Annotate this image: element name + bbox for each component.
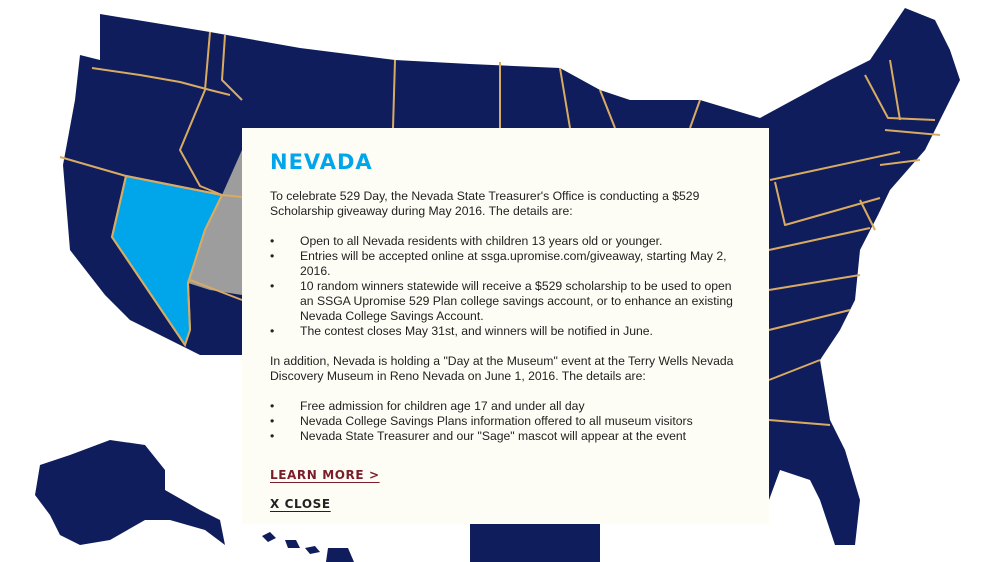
- list-item: [270, 429, 741, 444]
- bullet-icon: •: [270, 234, 275, 248]
- list-item-text: Entries will be accepted online at ssga.upromise.com/giveaway, starting May 2, 2016.: [300, 249, 727, 278]
- bullet-icon: •: [270, 324, 275, 338]
- bullet-icon: •: [270, 429, 275, 443]
- close-button[interactable]: X CLOSE: [270, 497, 331, 511]
- list-item-text: Nevada State Treasurer and our "Sage" mascot will appear at the event: [300, 429, 687, 443]
- list-item-text: Open to all Nevada residents with children 13 years old or younger.: [300, 234, 663, 248]
- list-item: [270, 249, 741, 279]
- museum-details-list: [270, 399, 741, 444]
- hawaii: [262, 532, 354, 562]
- learn-more-link[interactable]: LEARN MORE >: [270, 468, 380, 482]
- bullet-icon: •: [270, 399, 275, 413]
- bullet-icon: •: [270, 414, 275, 428]
- scholarship-details-list: [270, 234, 741, 339]
- list-item-text: Nevada College Savings Plans information offered to all museum visitors: [300, 414, 693, 428]
- list-item: [270, 234, 741, 249]
- list-item: [270, 279, 741, 324]
- state-info-panel: [242, 128, 769, 524]
- museum-paragraph: In addition, Nevada is holding a "Day at the Museum" event at the Terry Wells Nevada Discovery Museum in Reno Nevada on June 1, 2016. The details are:: [270, 354, 734, 383]
- list-item: [270, 414, 741, 429]
- bullet-icon: •: [270, 249, 275, 263]
- state-title: NEVADA: [270, 150, 373, 174]
- list-item: [270, 324, 741, 339]
- alaska: [35, 440, 225, 545]
- bullet-icon: •: [270, 279, 275, 293]
- list-item: [270, 399, 741, 414]
- list-item-text: Free admission for children age 17 and under all day: [300, 399, 585, 413]
- intro-paragraph: To celebrate 529 Day, the Nevada State Treasurer's Office is conducting a $529 Scholarship giveaway during May 2016. The details are:: [270, 189, 700, 218]
- list-item-text: 10 random winners statewide will receive a $529 scholarship to be used to open an SSGA Upromise 529 Plan college savings account, or to enhance an existing Nevada College Savings Account.: [300, 279, 733, 323]
- list-item-text: The contest closes May 31st, and winners will be notified in June.: [300, 324, 653, 338]
